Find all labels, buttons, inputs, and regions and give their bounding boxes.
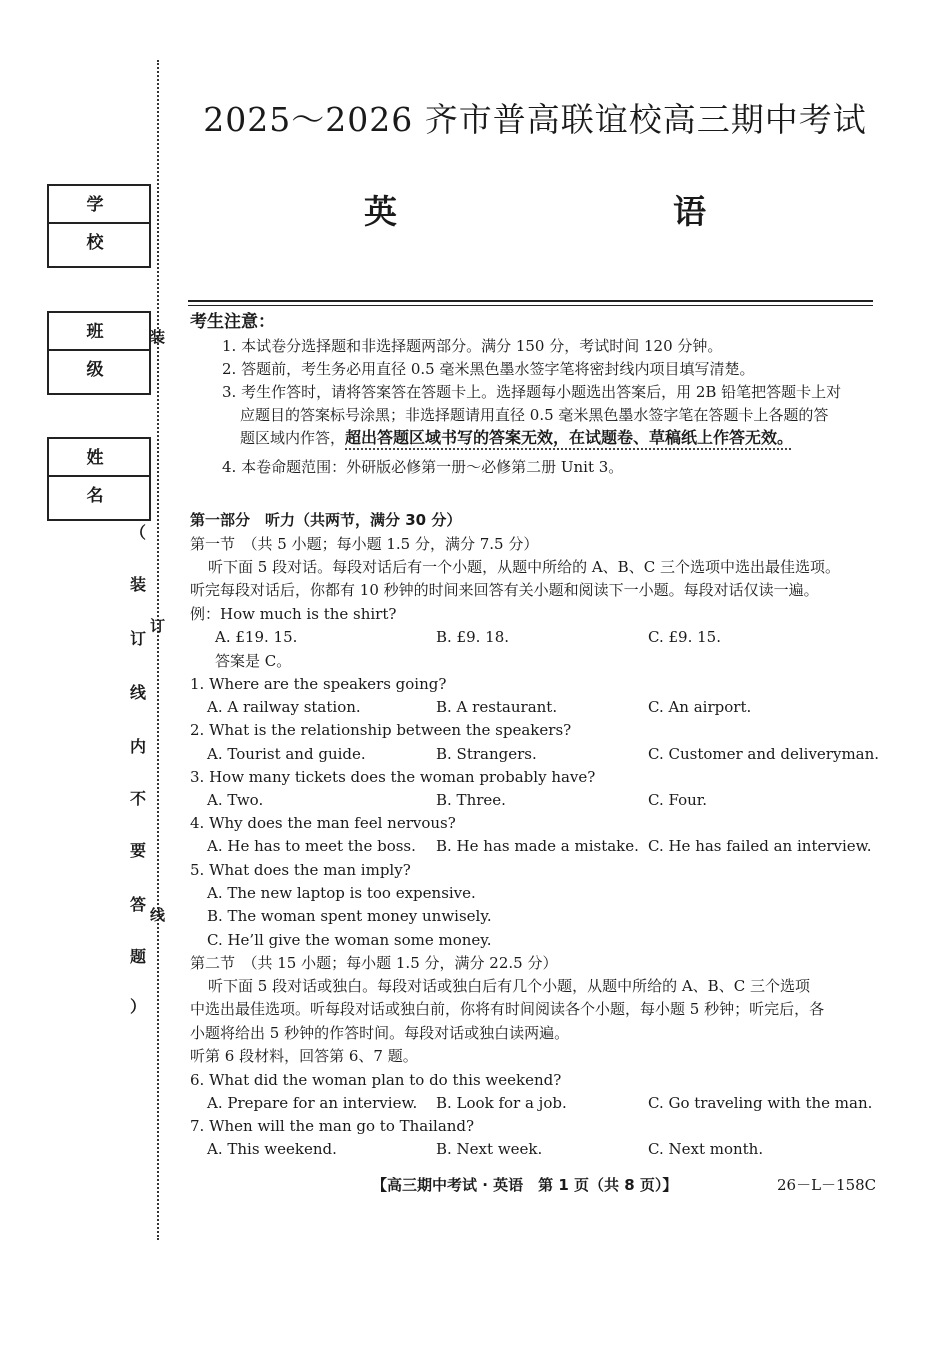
vertical-notice-char: 线 xyxy=(130,683,147,702)
option-b: B. Next week. xyxy=(436,1140,543,1158)
option-c: C. He’ll give the woman some money. xyxy=(207,931,492,949)
option-c: C. Go traveling with the man. xyxy=(648,1094,873,1112)
notice-item: 2. 答题前，考生务必用直径 0.5 毫米黑色墨水签字笔将密封线内项目填写清楚。 xyxy=(222,360,755,378)
section2-instruction: 听下面 5 段对话或独白。每段对话或独白后有几个小题，从题中所给的 A、B、C 三个选项 xyxy=(208,977,810,995)
vertical-notice-char: 答 xyxy=(130,895,147,914)
section1-instruction: 听完每段对话后，你都有 10 秒钟的时间来回答有关小题和阅读下一小题。每段对话仅读一遍。 xyxy=(190,581,819,599)
school-label: 学 校 xyxy=(49,186,149,224)
vertical-notice-char: 内 xyxy=(130,737,147,756)
option-a: A. Tourist and guide. xyxy=(207,745,366,763)
question: 2. What is the relationship between the speakers? xyxy=(190,721,572,739)
vertical-notice-char: 装 xyxy=(130,575,147,594)
section2-heading: 第二节 （共 15 小题；每小题 1.5 分，满分 22.5 分） xyxy=(190,954,558,972)
example-question: 例：How much is the shirt? xyxy=(190,605,397,623)
header-rule-thin xyxy=(188,305,873,306)
class-label: 班 级 xyxy=(49,313,149,351)
section1-heading: 第一节 （共 5 小题；每小题 1.5 分，满分 7.5 分） xyxy=(190,535,539,553)
question: 4. Why does the man feel nervous? xyxy=(190,814,456,832)
example-option: C. £9. 15. xyxy=(648,628,721,646)
vertical-notice-char: 订 xyxy=(130,629,147,648)
section1-instruction: 听下面 5 段对话。每段对话后有一个小题，从题中所给的 A、B、C 三个选项中选出最佳选项。 xyxy=(208,558,840,576)
notice-heading: 考生注意： xyxy=(190,312,275,332)
name-label: 姓 名 xyxy=(49,439,149,477)
vertical-notice-char: 题 xyxy=(130,947,147,966)
option-b: B. Three. xyxy=(436,791,506,809)
option-a: A. He has to meet the boss. xyxy=(207,837,416,855)
vertical-notice-char: ） xyxy=(130,997,147,1016)
question: 6. What did the woman plan to do this weekend? xyxy=(190,1071,562,1089)
part1-heading: 第一部分 听力（共两节，满分 30 分） xyxy=(190,511,462,529)
binding-mark-ding: 订 xyxy=(150,617,166,635)
exam-title: 2025～2026 齐市普高联谊校高三期中考试 xyxy=(203,100,867,139)
option-b: B. He has made a mistake. xyxy=(436,837,639,855)
question: 3. How many tickets does the woman probably have? xyxy=(190,768,596,786)
listen-instruction: 听第 6 段材料，回答第 6、7 题。 xyxy=(190,1047,418,1065)
option-a: A. A railway station. xyxy=(207,698,361,716)
option-b: B. A restaurant. xyxy=(436,698,558,716)
notice-item: 3. 考生作答时，请将答案答在答题卡上。选择题每小题选出答案后，用 2B 铅笔把答题卡上对 xyxy=(222,383,842,401)
option-a: A. Two. xyxy=(207,791,264,809)
question: 5. What does the man imply? xyxy=(190,861,411,879)
binding-mark-zhuang: 装 xyxy=(150,328,166,346)
vertical-notice-char: 不 xyxy=(130,789,147,808)
notice-item: 1. 本试卷分选择题和非选择题两部分。满分 150 分，考试时间 120 分钟。 xyxy=(222,337,723,355)
option-c: C. Customer and deliveryman. xyxy=(648,745,880,763)
option-b: B. Look for a job. xyxy=(436,1094,567,1112)
option-a: A. The new laptop is too expensive. xyxy=(207,884,476,902)
example-option: A. £19. 15. xyxy=(215,628,298,646)
notice-item: 应题目的答案标号涂黑；非选择题请用直径 0.5 毫米黑色墨水签字笔在答题卡上各题的答 xyxy=(240,406,829,424)
page-footer: 【高三期中考试 · 英语 第 1 页（共 8 页）】 xyxy=(372,1176,678,1194)
notice-item: 4. 本卷命题范围：外研版必修第一册～必修第二册 Unit 3。 xyxy=(222,458,624,476)
option-c: C. An airport. xyxy=(648,698,752,716)
school-box[interactable] xyxy=(47,184,151,268)
binding-dotted-line xyxy=(157,60,159,1240)
example-option: B. £9. 18. xyxy=(436,628,510,646)
binding-mark-xian: 线 xyxy=(150,906,166,924)
option-c: C. Four. xyxy=(648,791,708,809)
vertical-notice-char: （ xyxy=(130,523,147,542)
option-c: C. Next month. xyxy=(648,1140,764,1158)
option-c: C. He has failed an interview. xyxy=(648,837,872,855)
question: 1. Where are the speakers going? xyxy=(190,675,447,693)
class-box[interactable] xyxy=(47,311,151,395)
section2-instruction: 小题将给出 5 秒钟的作答时间。每段对话或独白读两遍。 xyxy=(190,1024,570,1042)
subject-title: 英 语 xyxy=(364,192,776,231)
question: 7. When will the man go to Thailand? xyxy=(190,1117,475,1135)
paper-code: 26－L－158C xyxy=(777,1176,877,1194)
example-answer: 答案是 C。 xyxy=(215,652,292,670)
option-a: A. Prepare for an interview. xyxy=(207,1094,418,1112)
name-box[interactable] xyxy=(47,437,151,521)
notice-item: 题区域内作答， xyxy=(240,429,346,447)
section2-instruction: 中选出最佳选项。听每段对话或独白前，你将有时间阅读各个小题，每小题 5 秒钟；听完后，各 xyxy=(190,1000,825,1018)
option-a: A. This weekend. xyxy=(207,1140,337,1158)
header-rule xyxy=(188,300,873,302)
notice-emphasis: 超出答题区域书写的答案无效，在试题卷、草稿纸上作答无效。 xyxy=(345,428,794,447)
vertical-notice-char: 要 xyxy=(130,841,147,860)
option-b: B. The woman spent money unwisely. xyxy=(207,907,492,925)
option-b: B. Strangers. xyxy=(436,745,537,763)
notice-item-line xyxy=(240,428,793,448)
